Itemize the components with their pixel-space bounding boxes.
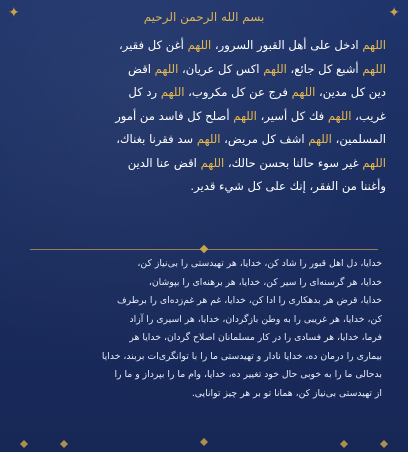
persian-line: کن، خدایا، هر غریبی را به وطن بازگردان، خدایا، هر اسیری را آزاد bbox=[129, 313, 382, 325]
star-ornament-icon: ✦ bbox=[8, 5, 20, 21]
persian-line: بدحالی ما را به خوبی حال خود تغییر ده، خدایا، وام ما را بپرداز و ما را bbox=[114, 369, 382, 380]
arabic-line: اللهم ادخل على أهل القبور السرور، اللهم أغن كل فقير، bbox=[119, 38, 386, 52]
persian-line: خدایا، هر گرسنه‌ای را سیر کن، خدایا، هر برهنه‌ای را بپوشان، bbox=[148, 276, 382, 288]
persian-line: خدایا، قرض هر بدهکاری را ادا کن، خدایا، غم هر غم‌زده‌ای را برطرف bbox=[116, 295, 382, 306]
bottom-ornament-band bbox=[0, 428, 408, 452]
basmala-heading: بسم الله الرحمن الرحیم bbox=[143, 10, 265, 24]
arabic-line: المسلمين، اللهم اشف كل مريض، اللهم سد فقرنا بغناك، bbox=[116, 132, 386, 146]
persian-translation-text bbox=[26, 255, 382, 403]
star-ornament-icon: ✦ bbox=[388, 5, 400, 21]
diamond-icon bbox=[60, 440, 68, 448]
persian-line: خدایا، دل اهل قبور را شاد کن، خدایا، هر تهیدستی را بی‌نیاز کن، bbox=[137, 258, 382, 269]
persian-line: از تهیدستی بی‌نیاز کن، همانا تو بر هر چیز توانایی. bbox=[191, 387, 382, 399]
arabic-line: اللهم أشبع كل جائع، اللهم اكس كل عريان، اللهم اقض bbox=[127, 61, 386, 76]
arabic-line: دين كل مدين، اللهم فرج عن كل مكروب، اللهم رد كل bbox=[128, 85, 386, 99]
persian-line: فرما، خدایا، هر فسادی را در کار مسلمانان اصلاح گردان، خدایا هر bbox=[129, 332, 382, 343]
section-divider bbox=[30, 249, 378, 250]
arabic-line: اللهم غير سوء حالنا بحسن حالك، اللهم اقض عنا الدين bbox=[127, 155, 386, 170]
diamond-icon bbox=[20, 440, 28, 448]
diamond-icon bbox=[340, 440, 348, 448]
arabic-line: غريب، اللهم فك كل أسير، اللهم أصلح كل فاسد من أمور bbox=[115, 108, 386, 123]
diamond-icon bbox=[200, 245, 208, 253]
arabic-line: وأغننا من الفقر، إنك على كل شيء قدير. bbox=[190, 179, 386, 193]
arabic-prayer-text bbox=[22, 34, 386, 199]
diamond-icon bbox=[380, 440, 388, 448]
persian-line: بیماری را درمان ده، خدایا نادار و تهیدستی ما را با توانگری‌ات بربند، خدایا bbox=[101, 350, 382, 362]
diamond-icon bbox=[200, 438, 208, 446]
